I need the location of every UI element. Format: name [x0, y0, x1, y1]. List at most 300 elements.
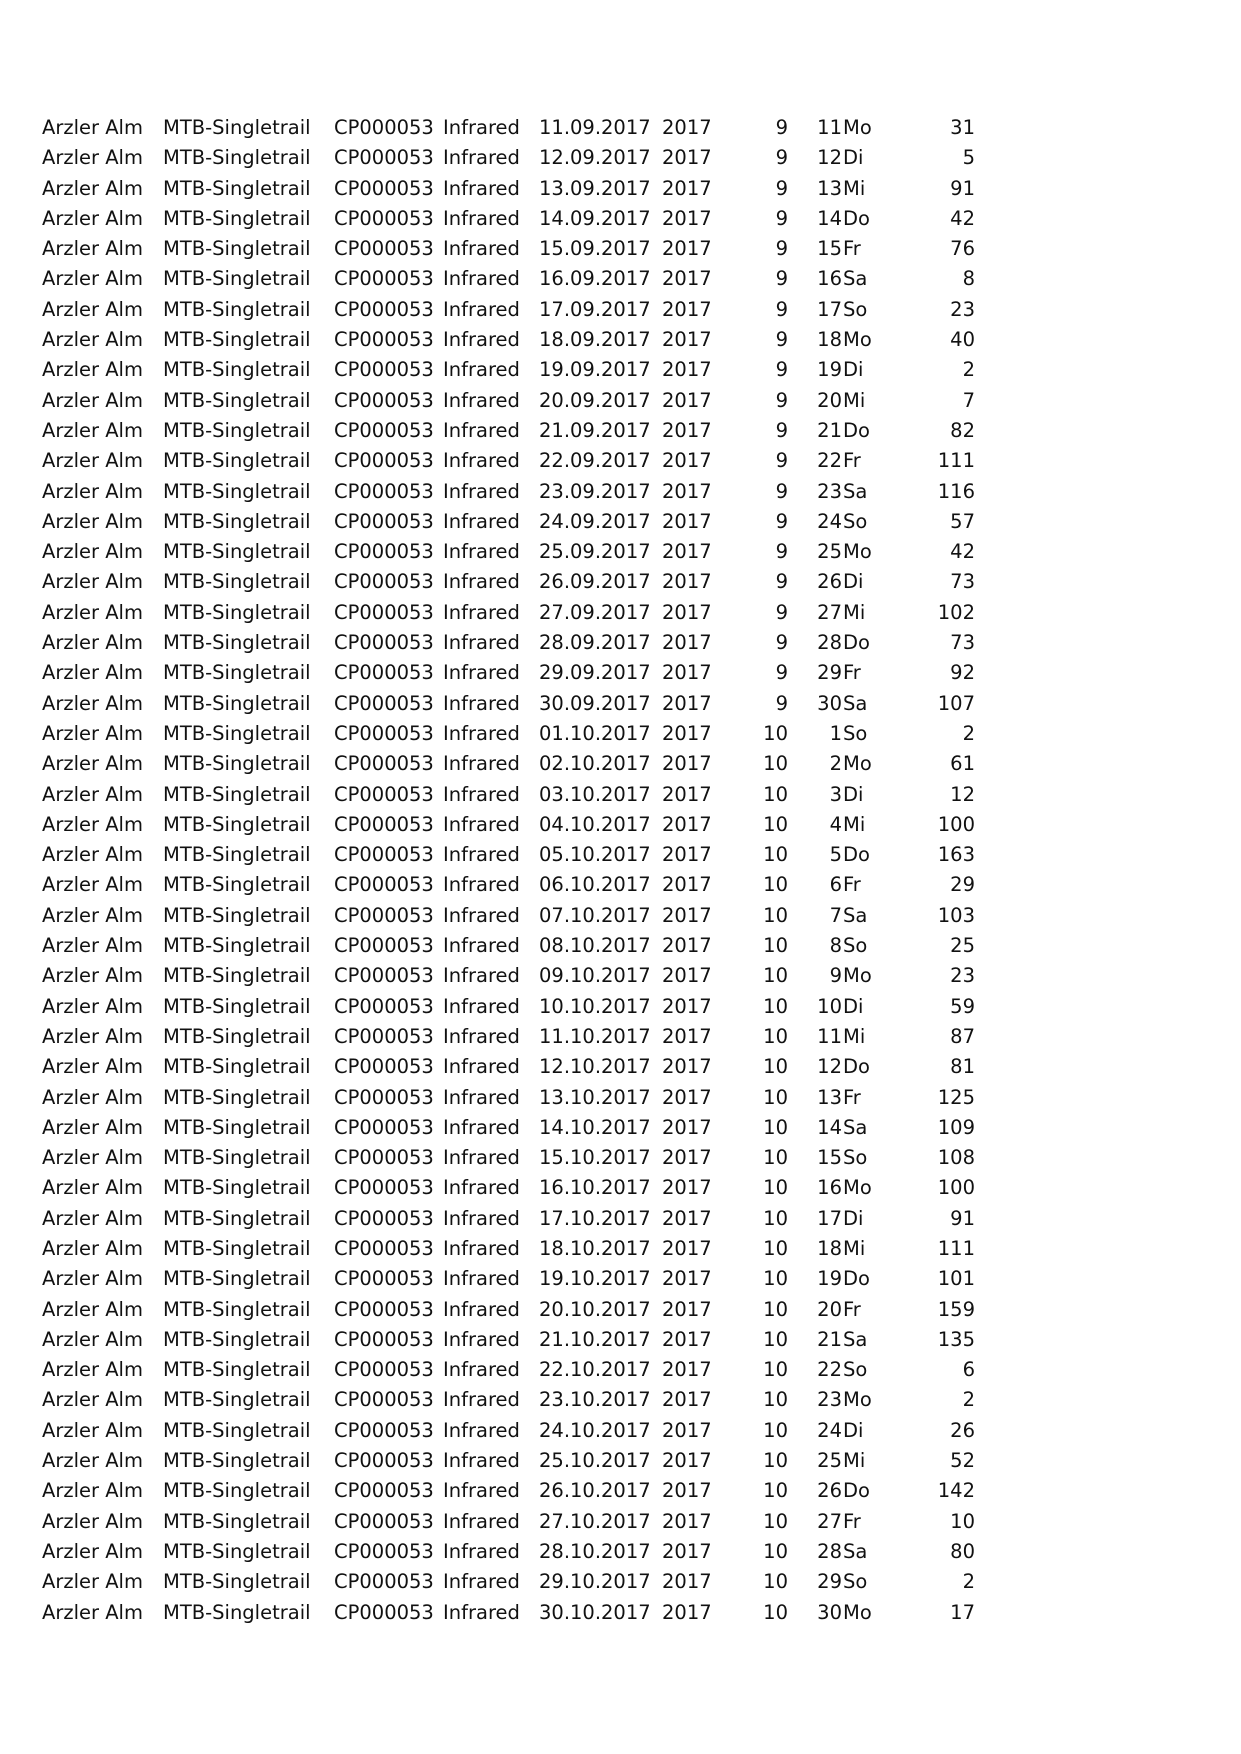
- weekday-cell: So: [843, 934, 868, 958]
- table-row: [0, 1083, 1241, 1113]
- trail-cell: MTB-Singletrail: [163, 782, 311, 806]
- year-cell: 2017: [662, 964, 712, 988]
- trail-cell: MTB-Singletrail: [163, 1236, 311, 1260]
- counter-id-cell: CP000053: [334, 116, 434, 139]
- count-cell: 26: [950, 1418, 975, 1442]
- trail-cell: MTB-Singletrail: [163, 297, 311, 321]
- location-cell: Arzler Alm: [42, 479, 143, 503]
- weekday-cell: Mi: [843, 176, 866, 200]
- trail-cell: MTB-Singletrail: [163, 570, 311, 594]
- month-cell: 10: [763, 994, 788, 1018]
- month-cell: 10: [763, 843, 788, 867]
- sensor-cell: Infrared: [443, 1236, 520, 1260]
- date-cell: 07.10.2017: [539, 903, 651, 927]
- trail-cell: MTB-Singletrail: [163, 1115, 311, 1139]
- day-cell: 22: [817, 449, 842, 473]
- trail-cell: MTB-Singletrail: [163, 1055, 311, 1079]
- count-cell: 42: [950, 540, 975, 564]
- day-cell: 3: [829, 782, 842, 806]
- location-cell: Arzler Alm: [42, 782, 143, 806]
- counter-id-cell: CP000053: [334, 843, 434, 867]
- date-cell: 29.10.2017: [539, 1570, 651, 1594]
- year-cell: 2017: [662, 267, 712, 291]
- month-cell: 10: [763, 934, 788, 958]
- sensor-cell: Infrared: [443, 237, 520, 261]
- table-row: [0, 870, 1241, 900]
- table-row: [0, 719, 1241, 749]
- trail-cell: MTB-Singletrail: [163, 267, 311, 291]
- month-cell: 9: [775, 237, 788, 261]
- table-row: [0, 1507, 1241, 1537]
- location-cell: Arzler Alm: [42, 1085, 143, 1109]
- date-cell: 15.09.2017: [539, 237, 651, 261]
- count-cell: 92: [950, 661, 975, 685]
- day-cell: 11: [817, 116, 842, 139]
- location-cell: Arzler Alm: [42, 1267, 143, 1291]
- sensor-cell: Infrared: [443, 267, 520, 291]
- count-cell: 91: [950, 1206, 975, 1230]
- day-cell: 12: [817, 146, 842, 170]
- date-cell: 08.10.2017: [539, 934, 651, 958]
- counter-id-cell: CP000053: [334, 782, 434, 806]
- counter-id-cell: CP000053: [334, 1297, 434, 1321]
- count-cell: 52: [950, 1449, 975, 1473]
- month-cell: 10: [763, 1115, 788, 1139]
- year-cell: 2017: [662, 479, 712, 503]
- count-cell: 57: [950, 509, 975, 533]
- trail-cell: MTB-Singletrail: [163, 903, 311, 927]
- month-cell: 9: [775, 691, 788, 715]
- year-cell: 2017: [662, 540, 712, 564]
- table-row: [0, 234, 1241, 264]
- count-cell: 61: [950, 752, 975, 776]
- count-cell: 100: [937, 1176, 975, 1200]
- sensor-cell: Infrared: [443, 540, 520, 564]
- counter-id-cell: CP000053: [334, 509, 434, 533]
- year-cell: 2017: [662, 691, 712, 715]
- day-cell: 26: [817, 570, 842, 594]
- sensor-cell: Infrared: [443, 1539, 520, 1563]
- day-cell: 19: [817, 358, 842, 382]
- month-cell: 9: [775, 146, 788, 170]
- sensor-cell: Infrared: [443, 388, 520, 412]
- sensor-cell: Infrared: [443, 328, 520, 352]
- date-cell: 04.10.2017: [539, 812, 651, 836]
- table-row: [0, 1476, 1241, 1506]
- day-cell: 21: [817, 418, 842, 442]
- date-cell: 20.10.2017: [539, 1297, 651, 1321]
- year-cell: 2017: [662, 1600, 712, 1624]
- year-cell: 2017: [662, 449, 712, 473]
- counter-id-cell: CP000053: [334, 661, 434, 685]
- month-cell: 10: [763, 1327, 788, 1351]
- day-cell: 7: [829, 903, 842, 927]
- trail-cell: MTB-Singletrail: [163, 631, 311, 655]
- year-cell: 2017: [662, 1267, 712, 1291]
- month-cell: 10: [763, 752, 788, 776]
- month-cell: 10: [763, 721, 788, 745]
- count-cell: 29: [950, 873, 975, 897]
- sensor-cell: Infrared: [443, 570, 520, 594]
- day-cell: 23: [817, 479, 842, 503]
- date-cell: 14.09.2017: [539, 206, 651, 230]
- count-cell: 107: [937, 691, 975, 715]
- trail-cell: MTB-Singletrail: [163, 206, 311, 230]
- count-cell: 80: [950, 1539, 975, 1563]
- counter-id-cell: CP000053: [334, 1479, 434, 1503]
- sensor-cell: Infrared: [443, 479, 520, 503]
- weekday-cell: Mo: [843, 1388, 872, 1412]
- day-cell: 11: [817, 1024, 842, 1048]
- counter-id-cell: CP000053: [334, 1055, 434, 1079]
- year-cell: 2017: [662, 843, 712, 867]
- location-cell: Arzler Alm: [42, 176, 143, 200]
- month-cell: 10: [763, 1570, 788, 1594]
- sensor-cell: Infrared: [443, 1024, 520, 1048]
- month-cell: 10: [763, 1479, 788, 1503]
- counter-id-cell: CP000053: [334, 1539, 434, 1563]
- count-cell: 6: [962, 1358, 975, 1382]
- count-cell: 42: [950, 206, 975, 230]
- table-row: [0, 174, 1241, 204]
- location-cell: Arzler Alm: [42, 449, 143, 473]
- sensor-cell: Infrared: [443, 1297, 520, 1321]
- day-cell: 4: [829, 812, 842, 836]
- counter-id-cell: CP000053: [334, 691, 434, 715]
- sensor-cell: Infrared: [443, 418, 520, 442]
- data-table: [0, 113, 1241, 1628]
- count-cell: 81: [950, 1055, 975, 1079]
- trail-cell: MTB-Singletrail: [163, 1449, 311, 1473]
- month-cell: 9: [775, 267, 788, 291]
- trail-cell: MTB-Singletrail: [163, 934, 311, 958]
- table-row: [0, 1446, 1241, 1476]
- day-cell: 27: [817, 600, 842, 624]
- weekday-cell: Sa: [843, 1539, 868, 1563]
- day-cell: 10: [817, 994, 842, 1018]
- table-row: [0, 204, 1241, 234]
- trail-cell: MTB-Singletrail: [163, 146, 311, 170]
- day-cell: 1: [829, 721, 842, 745]
- count-cell: 10: [950, 1509, 975, 1533]
- trail-cell: MTB-Singletrail: [163, 1570, 311, 1594]
- location-cell: Arzler Alm: [42, 1024, 143, 1048]
- location-cell: Arzler Alm: [42, 934, 143, 958]
- counter-id-cell: CP000053: [334, 873, 434, 897]
- counter-id-cell: CP000053: [334, 176, 434, 200]
- day-cell: 24: [817, 509, 842, 533]
- counter-id-cell: CP000053: [334, 1327, 434, 1351]
- date-cell: 16.10.2017: [539, 1176, 651, 1200]
- date-cell: 23.10.2017: [539, 1388, 651, 1412]
- sensor-cell: Infrared: [443, 1449, 520, 1473]
- trail-cell: MTB-Singletrail: [163, 540, 311, 564]
- count-cell: 103: [937, 903, 975, 927]
- location-cell: Arzler Alm: [42, 1236, 143, 1260]
- day-cell: 17: [817, 1206, 842, 1230]
- month-cell: 9: [775, 358, 788, 382]
- counter-id-cell: CP000053: [334, 903, 434, 927]
- day-cell: 5: [829, 843, 842, 867]
- table-row: [0, 1295, 1241, 1325]
- sensor-cell: Infrared: [443, 661, 520, 685]
- sensor-cell: Infrared: [443, 1085, 520, 1109]
- date-cell: 19.10.2017: [539, 1267, 651, 1291]
- count-cell: 111: [937, 449, 975, 473]
- sensor-cell: Infrared: [443, 1358, 520, 1382]
- sensor-cell: Infrared: [443, 116, 520, 139]
- counter-id-cell: CP000053: [334, 721, 434, 745]
- weekday-cell: Fr: [843, 661, 861, 685]
- weekday-cell: Mi: [843, 388, 866, 412]
- location-cell: Arzler Alm: [42, 1388, 143, 1412]
- weekday-cell: So: [843, 721, 868, 745]
- day-cell: 28: [817, 631, 842, 655]
- day-cell: 29: [817, 1570, 842, 1594]
- location-cell: Arzler Alm: [42, 1206, 143, 1230]
- table-row: [0, 1385, 1241, 1415]
- counter-id-cell: CP000053: [334, 631, 434, 655]
- sensor-cell: Infrared: [443, 449, 520, 473]
- counter-id-cell: CP000053: [334, 994, 434, 1018]
- date-cell: 29.09.2017: [539, 661, 651, 685]
- location-cell: Arzler Alm: [42, 358, 143, 382]
- sensor-cell: Infrared: [443, 1509, 520, 1533]
- weekday-cell: Di: [843, 1206, 864, 1230]
- location-cell: Arzler Alm: [42, 1479, 143, 1503]
- trail-cell: MTB-Singletrail: [163, 600, 311, 624]
- weekday-cell: Do: [843, 1479, 870, 1503]
- trail-cell: MTB-Singletrail: [163, 176, 311, 200]
- month-cell: 10: [763, 1358, 788, 1382]
- weekday-cell: Fr: [843, 449, 861, 473]
- table-row: [0, 355, 1241, 385]
- date-cell: 17.09.2017: [539, 297, 651, 321]
- count-cell: 100: [937, 812, 975, 836]
- date-cell: 10.10.2017: [539, 994, 651, 1018]
- weekday-cell: Mi: [843, 1024, 866, 1048]
- trail-cell: MTB-Singletrail: [163, 418, 311, 442]
- weekday-cell: So: [843, 1570, 868, 1594]
- year-cell: 2017: [662, 206, 712, 230]
- trail-cell: MTB-Singletrail: [163, 1418, 311, 1442]
- month-cell: 10: [763, 873, 788, 897]
- date-cell: 12.09.2017: [539, 146, 651, 170]
- date-cell: 22.10.2017: [539, 1358, 651, 1382]
- sensor-cell: Infrared: [443, 1055, 520, 1079]
- counter-id-cell: CP000053: [334, 812, 434, 836]
- day-cell: 15: [817, 1146, 842, 1170]
- counter-id-cell: CP000053: [334, 1600, 434, 1624]
- location-cell: Arzler Alm: [42, 328, 143, 352]
- trail-cell: MTB-Singletrail: [163, 1024, 311, 1048]
- year-cell: 2017: [662, 661, 712, 685]
- table-row: [0, 1204, 1241, 1234]
- counter-id-cell: CP000053: [334, 540, 434, 564]
- weekday-cell: Fr: [843, 237, 861, 261]
- location-cell: Arzler Alm: [42, 267, 143, 291]
- year-cell: 2017: [662, 1024, 712, 1048]
- location-cell: Arzler Alm: [42, 1600, 143, 1624]
- day-cell: 14: [817, 206, 842, 230]
- table-row: [0, 386, 1241, 416]
- month-cell: 9: [775, 206, 788, 230]
- sensor-cell: Infrared: [443, 1176, 520, 1200]
- year-cell: 2017: [662, 1236, 712, 1260]
- year-cell: 2017: [662, 1327, 712, 1351]
- table-row: [0, 1355, 1241, 1385]
- month-cell: 10: [763, 1176, 788, 1200]
- date-cell: 22.09.2017: [539, 449, 651, 473]
- weekday-cell: Mi: [843, 600, 866, 624]
- table-row: [0, 1143, 1241, 1173]
- month-cell: 10: [763, 1085, 788, 1109]
- count-cell: 25: [950, 934, 975, 958]
- sensor-cell: Infrared: [443, 1146, 520, 1170]
- table-row: [0, 931, 1241, 961]
- trail-cell: MTB-Singletrail: [163, 328, 311, 352]
- day-cell: 30: [817, 1600, 842, 1624]
- count-cell: 91: [950, 176, 975, 200]
- trail-cell: MTB-Singletrail: [163, 1297, 311, 1321]
- location-cell: Arzler Alm: [42, 873, 143, 897]
- counter-id-cell: CP000053: [334, 600, 434, 624]
- counter-id-cell: CP000053: [334, 146, 434, 170]
- location-cell: Arzler Alm: [42, 1327, 143, 1351]
- weekday-cell: Fr: [843, 1509, 861, 1533]
- day-cell: 27: [817, 1509, 842, 1533]
- location-cell: Arzler Alm: [42, 812, 143, 836]
- month-cell: 10: [763, 782, 788, 806]
- month-cell: 10: [763, 1539, 788, 1563]
- day-cell: 21: [817, 1327, 842, 1351]
- sensor-cell: Infrared: [443, 721, 520, 745]
- month-cell: 10: [763, 964, 788, 988]
- trail-cell: MTB-Singletrail: [163, 812, 311, 836]
- count-cell: 17: [950, 1600, 975, 1624]
- location-cell: Arzler Alm: [42, 1509, 143, 1533]
- date-cell: 12.10.2017: [539, 1055, 651, 1079]
- count-cell: 2: [962, 358, 975, 382]
- day-cell: 8: [829, 934, 842, 958]
- month-cell: 10: [763, 1267, 788, 1291]
- weekday-cell: Di: [843, 570, 864, 594]
- year-cell: 2017: [662, 237, 712, 261]
- month-cell: 9: [775, 631, 788, 655]
- trail-cell: MTB-Singletrail: [163, 752, 311, 776]
- location-cell: Arzler Alm: [42, 600, 143, 624]
- date-cell: 03.10.2017: [539, 782, 651, 806]
- count-cell: 2: [962, 1570, 975, 1594]
- count-cell: 163: [937, 843, 975, 867]
- counter-id-cell: CP000053: [334, 297, 434, 321]
- location-cell: Arzler Alm: [42, 1418, 143, 1442]
- trail-cell: MTB-Singletrail: [163, 358, 311, 382]
- year-cell: 2017: [662, 903, 712, 927]
- count-cell: 59: [950, 994, 975, 1018]
- month-cell: 10: [763, 1024, 788, 1048]
- trail-cell: MTB-Singletrail: [163, 1600, 311, 1624]
- table-row: [0, 1325, 1241, 1355]
- counter-id-cell: CP000053: [334, 1085, 434, 1109]
- weekday-cell: Sa: [843, 479, 868, 503]
- day-cell: 18: [817, 328, 842, 352]
- table-row: [0, 143, 1241, 173]
- counter-id-cell: CP000053: [334, 388, 434, 412]
- count-cell: 8: [962, 267, 975, 291]
- count-cell: 135: [937, 1327, 975, 1351]
- weekday-cell: Do: [843, 1055, 870, 1079]
- month-cell: 10: [763, 1297, 788, 1321]
- day-cell: 20: [817, 388, 842, 412]
- counter-id-cell: CP000053: [334, 1418, 434, 1442]
- table-row: [0, 689, 1241, 719]
- weekday-cell: Mi: [843, 812, 866, 836]
- month-cell: 9: [775, 479, 788, 503]
- location-cell: Arzler Alm: [42, 843, 143, 867]
- location-cell: Arzler Alm: [42, 206, 143, 230]
- location-cell: Arzler Alm: [42, 1297, 143, 1321]
- day-cell: 17: [817, 297, 842, 321]
- date-cell: 11.10.2017: [539, 1024, 651, 1048]
- day-cell: 15: [817, 237, 842, 261]
- weekday-cell: Sa: [843, 691, 868, 715]
- date-cell: 21.09.2017: [539, 418, 651, 442]
- sensor-cell: Infrared: [443, 1388, 520, 1412]
- month-cell: 9: [775, 570, 788, 594]
- date-cell: 11.09.2017: [539, 116, 651, 139]
- trail-cell: MTB-Singletrail: [163, 964, 311, 988]
- date-cell: 02.10.2017: [539, 752, 651, 776]
- weekday-cell: Mo: [843, 1176, 872, 1200]
- date-cell: 16.09.2017: [539, 267, 651, 291]
- weekday-cell: Di: [843, 1418, 864, 1442]
- counter-id-cell: CP000053: [334, 570, 434, 594]
- day-cell: 25: [817, 1449, 842, 1473]
- count-cell: 159: [937, 1297, 975, 1321]
- date-cell: 24.09.2017: [539, 509, 651, 533]
- table-row: [0, 1052, 1241, 1082]
- location-cell: Arzler Alm: [42, 388, 143, 412]
- trail-cell: MTB-Singletrail: [163, 721, 311, 745]
- year-cell: 2017: [662, 994, 712, 1018]
- sensor-cell: Infrared: [443, 964, 520, 988]
- counter-id-cell: CP000053: [334, 449, 434, 473]
- counter-id-cell: CP000053: [334, 964, 434, 988]
- trail-cell: MTB-Singletrail: [163, 388, 311, 412]
- weekday-cell: So: [843, 297, 868, 321]
- table-row: [0, 992, 1241, 1022]
- day-cell: 30: [817, 691, 842, 715]
- counter-id-cell: CP000053: [334, 206, 434, 230]
- sensor-cell: Infrared: [443, 358, 520, 382]
- table-row: [0, 416, 1241, 446]
- weekday-cell: Sa: [843, 267, 868, 291]
- counter-id-cell: CP000053: [334, 358, 434, 382]
- year-cell: 2017: [662, 812, 712, 836]
- table-row: [0, 113, 1241, 143]
- year-cell: 2017: [662, 116, 712, 139]
- year-cell: 2017: [662, 1146, 712, 1170]
- table-row: [0, 1537, 1241, 1567]
- month-cell: 9: [775, 297, 788, 321]
- month-cell: 9: [775, 600, 788, 624]
- counter-id-cell: CP000053: [334, 1176, 434, 1200]
- year-cell: 2017: [662, 1358, 712, 1382]
- sensor-cell: Infrared: [443, 691, 520, 715]
- date-cell: 30.10.2017: [539, 1600, 651, 1624]
- weekday-cell: Mi: [843, 1236, 866, 1260]
